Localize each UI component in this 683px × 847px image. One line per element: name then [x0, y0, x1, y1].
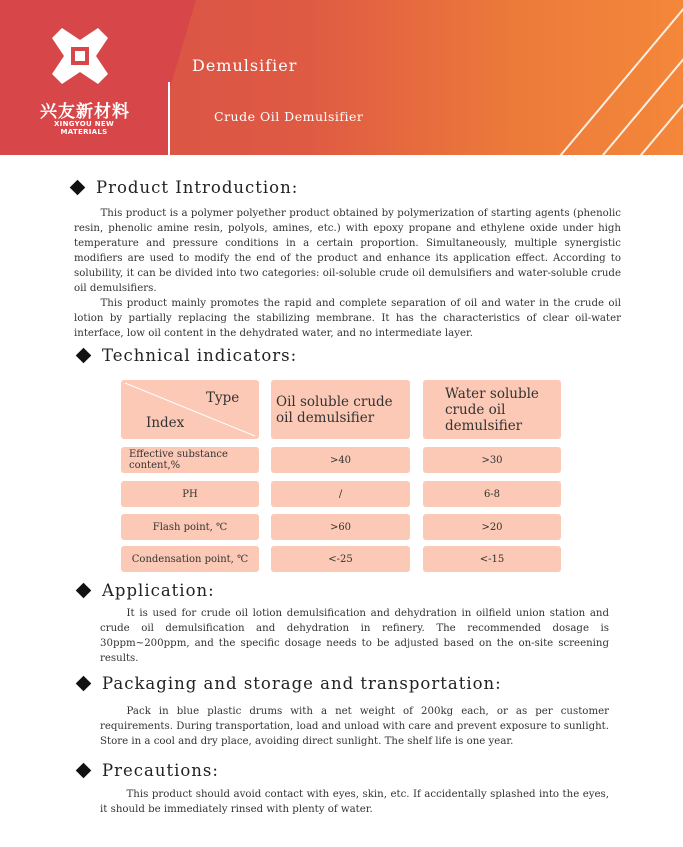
- column-header-oil: Oil soluble crude oil demulsifier: [271, 380, 410, 439]
- section-heading-text: Product Introduction:: [96, 178, 299, 197]
- logo-english-text: XINGYOU NEW MATERIALS: [53, 120, 114, 136]
- section-heading-packaging: [78, 674, 502, 693]
- diamond-bullet-icon: [76, 348, 92, 364]
- decorative-stripe: [635, 7, 683, 155]
- section-heading-text: Application:: [102, 581, 215, 600]
- cell-water-effective-substance: >30: [423, 447, 561, 473]
- paragraph: This product is a polymer polyether product obtained by polymerization of starting agents (phenolic resin, phenolic amine resin, polyols, amines, etc.) with epoxy propane and ethylene oxide under high temperature and pressure conditions in a certain proportion. Simultaneously, multiple synergistic modifiers are used to modify the end of the product and enhance its application effect. According to solubility, it can be divided into two categories: oil-soluble crude oil demulsifiers and water-soluble crude oil demulsifiers.: [74, 208, 621, 294]
- precautions-body: [100, 787, 609, 817]
- header-notch: [168, 0, 196, 95]
- corner-type-label: Type: [206, 390, 240, 406]
- row-label-condensation-point: Condensation point, ℃: [121, 546, 259, 572]
- section-heading-intro: [72, 178, 298, 197]
- packaging-body: [100, 704, 609, 749]
- cell-water-ph: 6-8: [423, 481, 561, 507]
- column-header-water: Water soluble crude oil demulsifier: [423, 380, 561, 439]
- company-logo-icon: [50, 26, 110, 86]
- diamond-bullet-icon: [70, 180, 86, 196]
- cell-oil-effective-substance: >40: [271, 447, 410, 473]
- cell-water-flash-point: >20: [423, 514, 561, 540]
- row-label-flash-point: Flash point, ℃: [121, 514, 259, 540]
- diamond-bullet-icon: [76, 676, 92, 692]
- page-subtitle: Crude Oil Demulsifier: [214, 109, 364, 124]
- corner-diagonal-line: [121, 380, 259, 439]
- section-heading-application: [78, 581, 215, 600]
- logo-chinese-text: 兴友新材料: [40, 102, 130, 122]
- paragraph: It is used for crude oil lotion demulsification and dehydration in oilfield union station and crude oil demulsification and dehydration in refinery. The recommended dosage is 30ppm~200ppm, and the specific dosage needs to be adjusted based on the on-site screening results.: [100, 608, 609, 664]
- corner-index-label: Index: [146, 415, 185, 431]
- section-heading-tech: [78, 346, 297, 365]
- section-heading-text: Packaging and storage and transportation:: [102, 674, 502, 693]
- section-heading-text: Technical indicators:: [102, 346, 298, 365]
- diamond-bullet-icon: [76, 583, 92, 599]
- intro-body: [74, 206, 621, 341]
- cell-oil-ph: /: [271, 481, 410, 507]
- paragraph: This product should avoid contact with eyes, skin, etc. If accidentally splashed into the eyes, it should be immediately rinsed with plenty of water.: [100, 789, 609, 815]
- header-banner: [0, 0, 683, 155]
- diamond-bullet-icon: [76, 763, 92, 779]
- row-label-ph: PH: [121, 481, 259, 507]
- section-heading-precautions: [78, 761, 219, 780]
- application-body: [100, 606, 609, 666]
- paragraph: This product mainly promotes the rapid and complete separation of oil and water in the crude oil lotion by partially replacing the stabilizing membrane. It has the characteristics of clear oil-water interface, low oil content in the dehydrated water, and no intermediate layer.: [74, 298, 621, 339]
- decorative-stripe: [597, 7, 683, 155]
- cell-water-condensation-point: <-15: [423, 546, 561, 572]
- cell-oil-flash-point: >60: [271, 514, 410, 540]
- table-corner-cell: [121, 380, 259, 439]
- page-title: Demulsifier: [192, 56, 298, 75]
- header-divider-line: [168, 82, 200, 155]
- row-label-effective-substance: Effective substance content,%: [121, 447, 259, 473]
- paragraph: Pack in blue plastic drums with a net weight of 200kg each, or as per customer requirements. During transportation, load and unload with care and prevent exposure to sunlight. Store in a cool and dry place, avoiding direct sunlight. The shelf life is one year.: [100, 706, 609, 747]
- cell-oil-condensation-point: <-25: [271, 546, 410, 572]
- section-heading-text: Precautions:: [102, 761, 219, 780]
